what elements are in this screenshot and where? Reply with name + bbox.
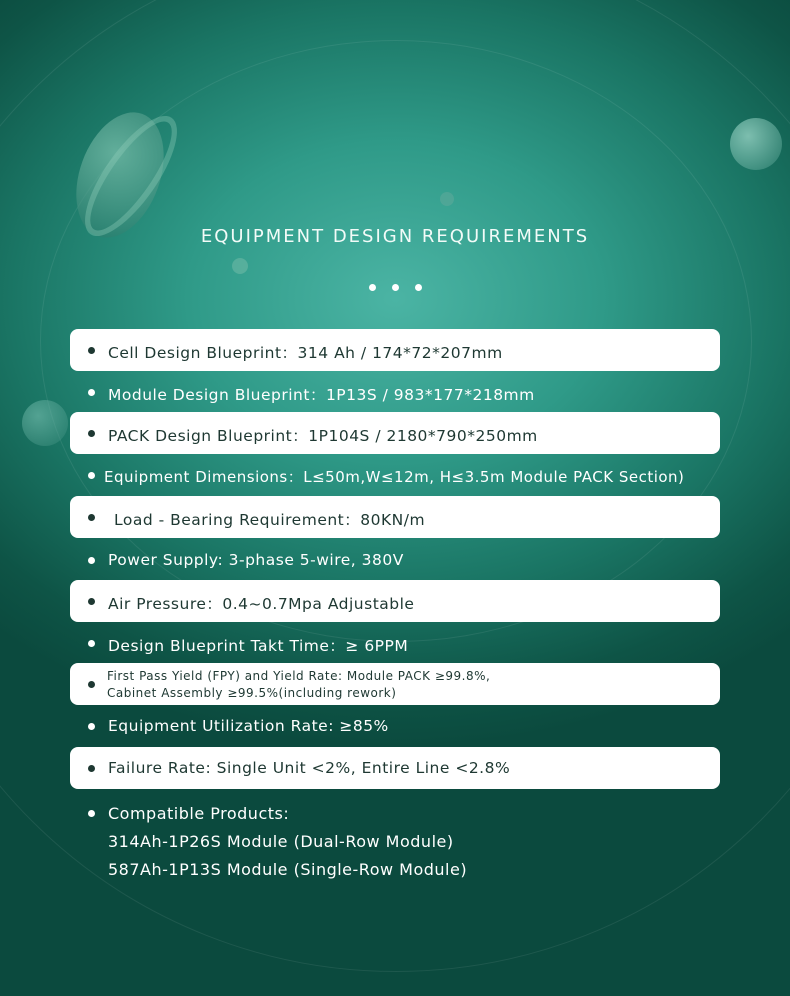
requirement-pack-design (70, 412, 720, 454)
requirement-yield-rate (70, 663, 720, 705)
section-title: EQUIPMENT DESIGN REQUIREMENTS (200, 226, 590, 247)
requirement-text: Failure Rate: Single Unit <2%, Entire Line <2.8% (108, 759, 511, 777)
moon-icon (730, 118, 782, 170)
bullet-icon (88, 347, 95, 354)
compatible-product: 587Ah-1P13S Module (Single-Row Module) (108, 860, 468, 879)
requirement-text: Power Supply: 3-phase 5-wire, 380V (108, 551, 404, 569)
bullet-icon (88, 472, 95, 479)
requirement-air-pressure (70, 580, 720, 622)
compatible-heading: Compatible Products: (108, 804, 290, 823)
requirement-utilization-rate (70, 705, 720, 747)
requirement-text: Air Pressure：0.4~0.7Mpa Adjustable (108, 595, 415, 613)
bullet-icon (88, 681, 95, 688)
small-planet-icon (232, 258, 248, 274)
requirement-text: Module Design Blueprint：1P13S / 983*177*218mm (108, 386, 535, 404)
requirement-text: Load - Bearing Requirement：80KN/m (114, 511, 426, 529)
requirement-failure-rate (70, 747, 720, 789)
requirement-equipment-dimensions (70, 454, 720, 496)
requirement-text: Cell Design Blueprint：314 Ah / 174*72*207mm (108, 344, 503, 362)
bullet-icon (88, 514, 95, 521)
bullet-icon (88, 430, 95, 437)
moon-icon (22, 400, 68, 446)
requirement-text-line: First Pass Yield (FPY) and Yield Rate: Module PACK ≥99.8%, (107, 669, 491, 683)
requirement-text: Equipment Dimensions：L≤50m,W≤12m, H≤3.5m Module PACK Section) (104, 468, 685, 486)
requirement-text: Equipment Utilization Rate: ≥85% (108, 717, 389, 735)
requirement-text: PACK Design Blueprint：1P104S / 2180*790*250mm (108, 427, 538, 445)
bullet-icon (88, 389, 95, 396)
compatible-products (108, 800, 467, 884)
requirement-load-bearing (70, 496, 720, 538)
requirement-power-supply (70, 539, 720, 581)
requirement-text-line: Cabinet Assembly ≥99.5%(including rework) (107, 686, 397, 700)
requirement-takt-time (70, 622, 720, 664)
bullet-icon (88, 810, 95, 817)
requirement-module-design (70, 371, 720, 413)
compatible-product: 314Ah-1P26S Module (Dual-Row Module) (108, 832, 454, 851)
requirement-text (107, 668, 490, 702)
requirement-cell-design (70, 329, 720, 371)
divider-dots (369, 284, 422, 291)
requirement-text: Design Blueprint Takt Time：≥ 6PPM (108, 637, 409, 655)
bullet-icon (88, 598, 95, 605)
bullet-icon (88, 557, 95, 564)
bullet-icon (88, 723, 95, 730)
bullet-icon (88, 765, 95, 772)
small-planet-icon (440, 192, 454, 206)
bullet-icon (88, 640, 95, 647)
